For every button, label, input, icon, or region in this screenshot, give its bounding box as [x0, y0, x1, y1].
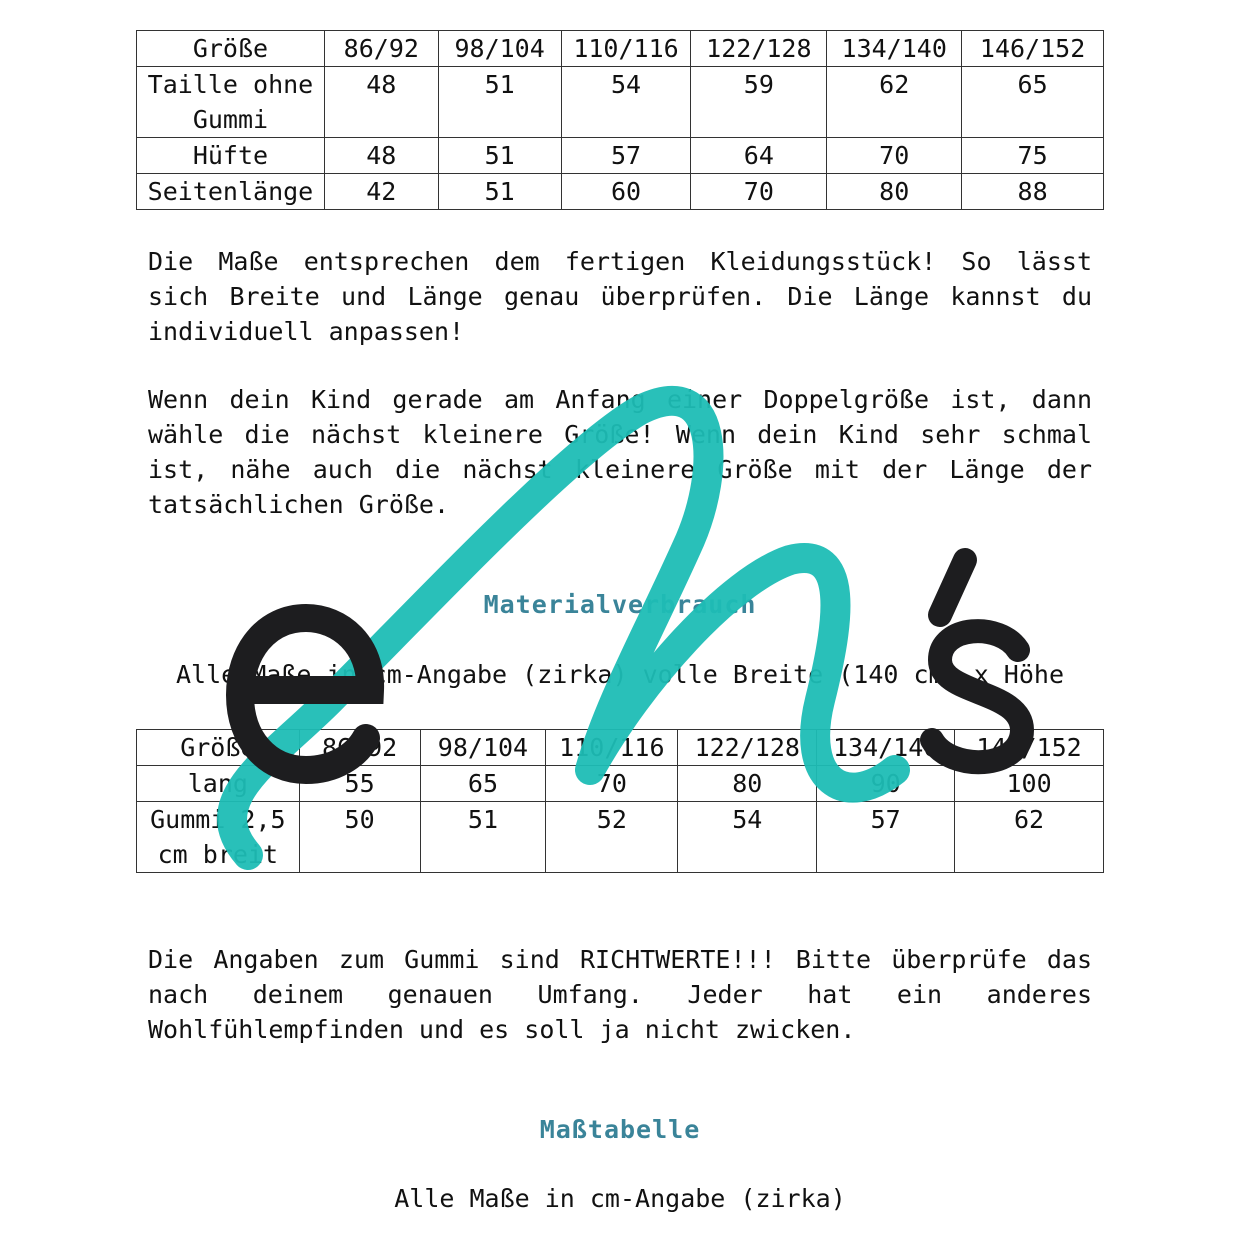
table-cell: 51	[438, 67, 561, 138]
table-cell: 57	[561, 138, 691, 174]
table-cell: 122/128	[691, 31, 827, 67]
table-cell: 70	[546, 766, 678, 802]
table-cell: Hüfte	[137, 138, 325, 174]
table-cell: 48	[324, 67, 438, 138]
table-cell: 52	[546, 802, 678, 873]
table-cell: lang	[137, 766, 300, 802]
table-cell: 146/152	[962, 31, 1104, 67]
table-cell: 146/152	[955, 730, 1104, 766]
table-cell: 100	[955, 766, 1104, 802]
table-cell: Taille ohne Gummi	[137, 67, 325, 138]
table-cell: 65	[420, 766, 546, 802]
table-cell: 122/128	[678, 730, 817, 766]
size-table	[136, 30, 1104, 210]
fit-note-paragraph: Die Maße entsprechen dem fertigen Kleidungsstück! So lässt sich Breite und Länge genau überprüfen. Die Länge kannst du individuell anpassen!	[148, 247, 1092, 346]
table-cell: 110/116	[561, 31, 691, 67]
table-cell: 51	[420, 802, 546, 873]
material-heading: Materialverbrauch	[483, 590, 757, 619]
table-row	[137, 31, 1104, 67]
table-cell: 54	[678, 802, 817, 873]
table-row	[137, 802, 1104, 873]
table-cell: Größe	[137, 31, 325, 67]
table-cell: 48	[324, 138, 438, 174]
table-row	[137, 766, 1104, 802]
table-cell: 57	[817, 802, 955, 873]
table-cell: 80	[678, 766, 817, 802]
size-advice-paragraph: Wenn dein Kind gerade am Anfang einer Doppelgröße ist, dann wähle die nächst kleinere Größe! Wenn dein Kind sehr schmal ist, nähe auch die nächst kleinere Größe mit der Länge der tatsächlichen Größe.	[148, 385, 1092, 519]
table-row	[137, 67, 1104, 138]
material-table	[136, 729, 1104, 873]
table-cell: 134/140	[827, 31, 962, 67]
table-cell: 86/92	[324, 31, 438, 67]
elastic-note-paragraph: Die Angaben zum Gummi sind RICHTWERTE!!! Bitte überprüfe das nach deinem genauen Umfang. Jeder hat ein anderes Wohlfühlempfinden und es soll ja nicht zwicken.	[148, 945, 1092, 1044]
table-cell: Größe	[137, 730, 300, 766]
table-cell: 42	[324, 174, 438, 210]
table-cell: 75	[962, 138, 1104, 174]
table-cell: 98/104	[438, 31, 561, 67]
table-cell: 70	[827, 138, 962, 174]
table-cell: 60	[561, 174, 691, 210]
table-cell: 65	[962, 67, 1104, 138]
table-cell: Seitenlänge	[137, 174, 325, 210]
table-cell: Gummi 2,5 cm breit	[137, 802, 300, 873]
table-cell: 55	[299, 766, 420, 802]
table-cell: 110/116	[546, 730, 678, 766]
material-note: Alle Maße in cm-Angabe (zirka) volle Breite (140 cm) x Höhe	[175, 660, 1065, 689]
table-cell: 51	[438, 174, 561, 210]
table-cell: 62	[955, 802, 1104, 873]
table-row	[137, 138, 1104, 174]
table-cell: 62	[827, 67, 962, 138]
table-cell: 50	[299, 802, 420, 873]
table-cell: 51	[438, 138, 561, 174]
table-cell: 80	[827, 174, 962, 210]
table-row	[137, 730, 1104, 766]
table-cell: 54	[561, 67, 691, 138]
table-cell: 98/104	[420, 730, 546, 766]
table-cell: 88	[962, 174, 1104, 210]
table-cell: 70	[691, 174, 827, 210]
table-cell: 59	[691, 67, 827, 138]
measure-heading: Maßtabelle	[539, 1115, 701, 1144]
table-row	[137, 174, 1104, 210]
table-cell: 86/92	[299, 730, 420, 766]
table-cell: 90	[817, 766, 955, 802]
table-cell: 64	[691, 138, 827, 174]
measure-note: Alle Maße in cm-Angabe (zirka)	[394, 1184, 846, 1213]
table-cell: 134/140	[817, 730, 955, 766]
